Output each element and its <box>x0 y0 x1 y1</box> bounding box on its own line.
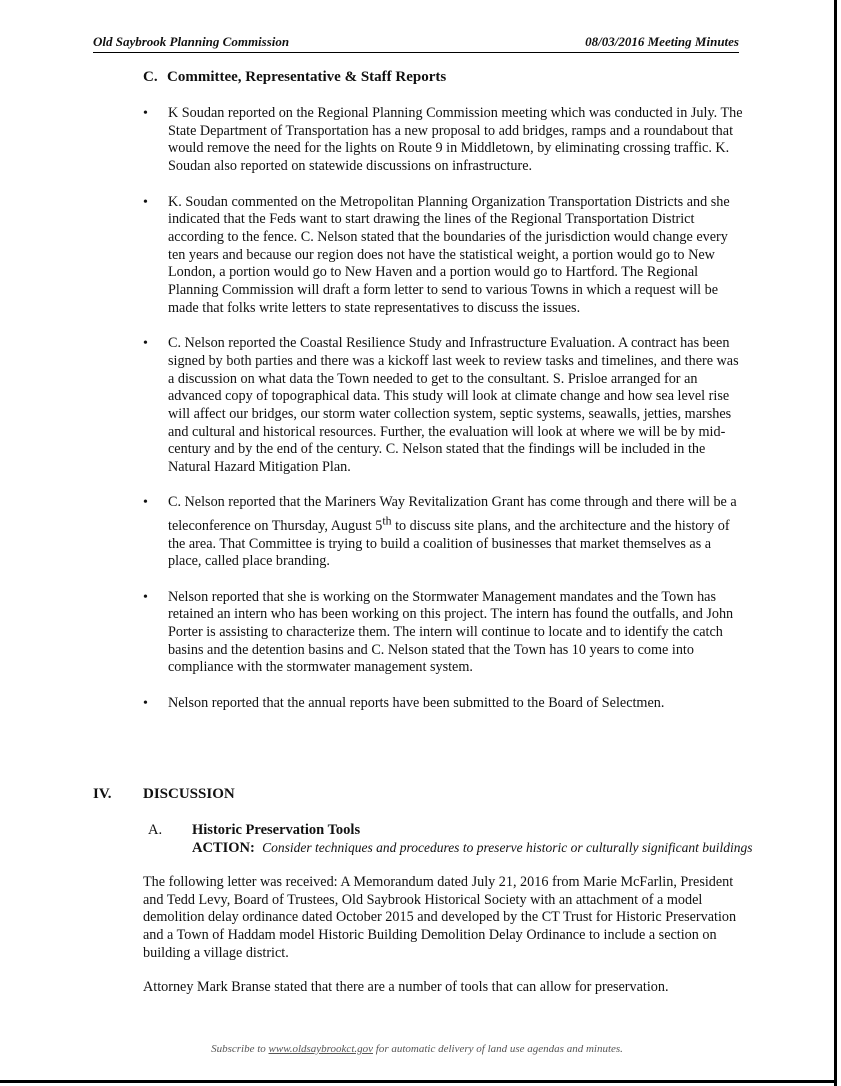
bullet-icon: • <box>143 106 148 121</box>
footer-website-link[interactable]: www.oldsaybrookct.gov <box>268 1043 374 1055</box>
subsection-a <box>148 821 753 857</box>
bullet-icon: • <box>143 695 148 711</box>
list-item <box>143 695 743 713</box>
footer-suffix: for automatic delivery of land use agendas and minutes. <box>373 1043 623 1055</box>
branse-paragraph: Attorney Mark Branse stated that there are a number of tools that can allow for preservation. <box>143 979 669 995</box>
bullet-icon: • <box>143 495 148 511</box>
list-item <box>143 589 743 678</box>
list-item <box>143 105 743 176</box>
section-iv-title: DISCUSSION <box>143 786 235 802</box>
footer-prefix: Subscribe to <box>211 1043 269 1055</box>
list-item <box>143 494 743 571</box>
page-border-right <box>834 0 837 1086</box>
ordinal-suffix: th <box>382 513 392 528</box>
bullet-text: Nelson reported that the annual reports have been submitted to the Board of Selectmen. <box>168 694 665 711</box>
bullet-text-start: C. Nelson reported that the Mariners Way Revitalization Grant has come through and there will be a teleconference on Thursday, August 5 <box>168 494 737 534</box>
section-iv-number: IV. <box>93 786 112 802</box>
section-c-title: Committee, Representative & Staff Reports <box>167 69 447 85</box>
bullet-icon: • <box>143 194 148 210</box>
page-header <box>93 32 739 53</box>
bullet-text: Nelson reported that she is working on the Stormwater Management mandates and the Town has retained an intern who has been working on this project. The intern has found the outfalls, and John Porter is assisting to characterize them. The intern will continue to locate and to identify the catch basins and the detention basins and C. Nelson stated that the Town has 10 years to come into compliance with the stormwater management system. <box>168 588 734 676</box>
bullet-text: C. Nelson reported the Coastal Resilience Study and Infrastructure Evaluation. A contract has been signed by both parties and there was a kickoff last week to review tasks and timelines, and there was a discussion on what data the Town needed to get to the consultant. S. Prisloe arranged for an advanced copy of topographical data. This study will look at climate change and how sea level rise will affect our bridges, our storm water collection system, septic systems, seawalls, jetties, marshes and cultural and historical resources. Further, the evaluation will look at where we will be by mid-century and by the end of the century. C. Nelson stated that the findings will be included in the Natural Hazard Mitigation Plan. <box>168 335 739 476</box>
bullet-text: K Soudan reported on the Regional Planning Commission meeting which was conducted in July. The State Department of Transportation has a new proposal to add bridges, ramps and a roundabout that would remove the need for the lights on Route 9 in Middletown, by eliminating crossing traffic. K. Soudan also reported on statewide discussions on infrastructure. <box>168 105 743 175</box>
bullet-text-end: to discuss site plans, and the architecture and the history of the area. That Committee is trying to build a coalition of businesses that market themselves as a place, called place branding. <box>168 517 730 570</box>
subsection-a-heading <box>148 821 753 839</box>
section-c-letter: C. <box>143 69 158 85</box>
section-c-heading <box>143 69 446 86</box>
bullet-text <box>168 494 737 569</box>
bullet-icon: • <box>143 589 148 605</box>
bullet-text: K. Soudan commented on the Metropolitan Planning Organization Transportation Districts and she indicated that the Feds want to start drawing the lines of the Regional Transportation District according to the fence. C. Nelson stated that the boundaries of the jurisdiction would change every ten years and because our region does not have the statistical weight, a portion would go to New London, a portion would go to New Haven and a portion would go to Hartford. The Regional Planning Commission will draft a form letter to send to various Towns in which a request will be made that folks write letters to state representatives to discuss the issues. <box>168 193 730 316</box>
action-line <box>148 839 753 857</box>
action-label: ACTION: <box>192 840 255 856</box>
report-bullet-list <box>143 105 743 730</box>
bullet-icon: • <box>143 336 148 352</box>
page-footer <box>0 1043 834 1055</box>
header-commission-name: Old Saybrook Planning Commission <box>93 34 290 49</box>
subsection-a-title: Historic Preservation Tools <box>192 822 361 838</box>
memorandum-paragraph: The following letter was received: A Memorandum dated July 21, 2016 from Marie McFarlin, President and Tedd Levy, Board of Trustees, Old Saybrook Historical Society with an attachment of a model demolition delay ordinance dated October 2015 and developed by the CT Trust for Historic Preservation and a Town of Haddam model Historic Building Demolition Delay Ordinance to include a section on building a village district. <box>143 874 737 961</box>
list-item <box>143 335 743 477</box>
action-text: Consider techniques and procedures to preserve historic or culturally significant buildings <box>262 840 753 855</box>
section-iv-heading <box>93 786 235 803</box>
subsection-a-letter: A. <box>148 822 163 838</box>
header-meeting-date: 08/03/2016 Meeting Minutes <box>585 34 739 49</box>
page-border-bottom <box>0 1080 837 1083</box>
list-item <box>143 194 743 318</box>
